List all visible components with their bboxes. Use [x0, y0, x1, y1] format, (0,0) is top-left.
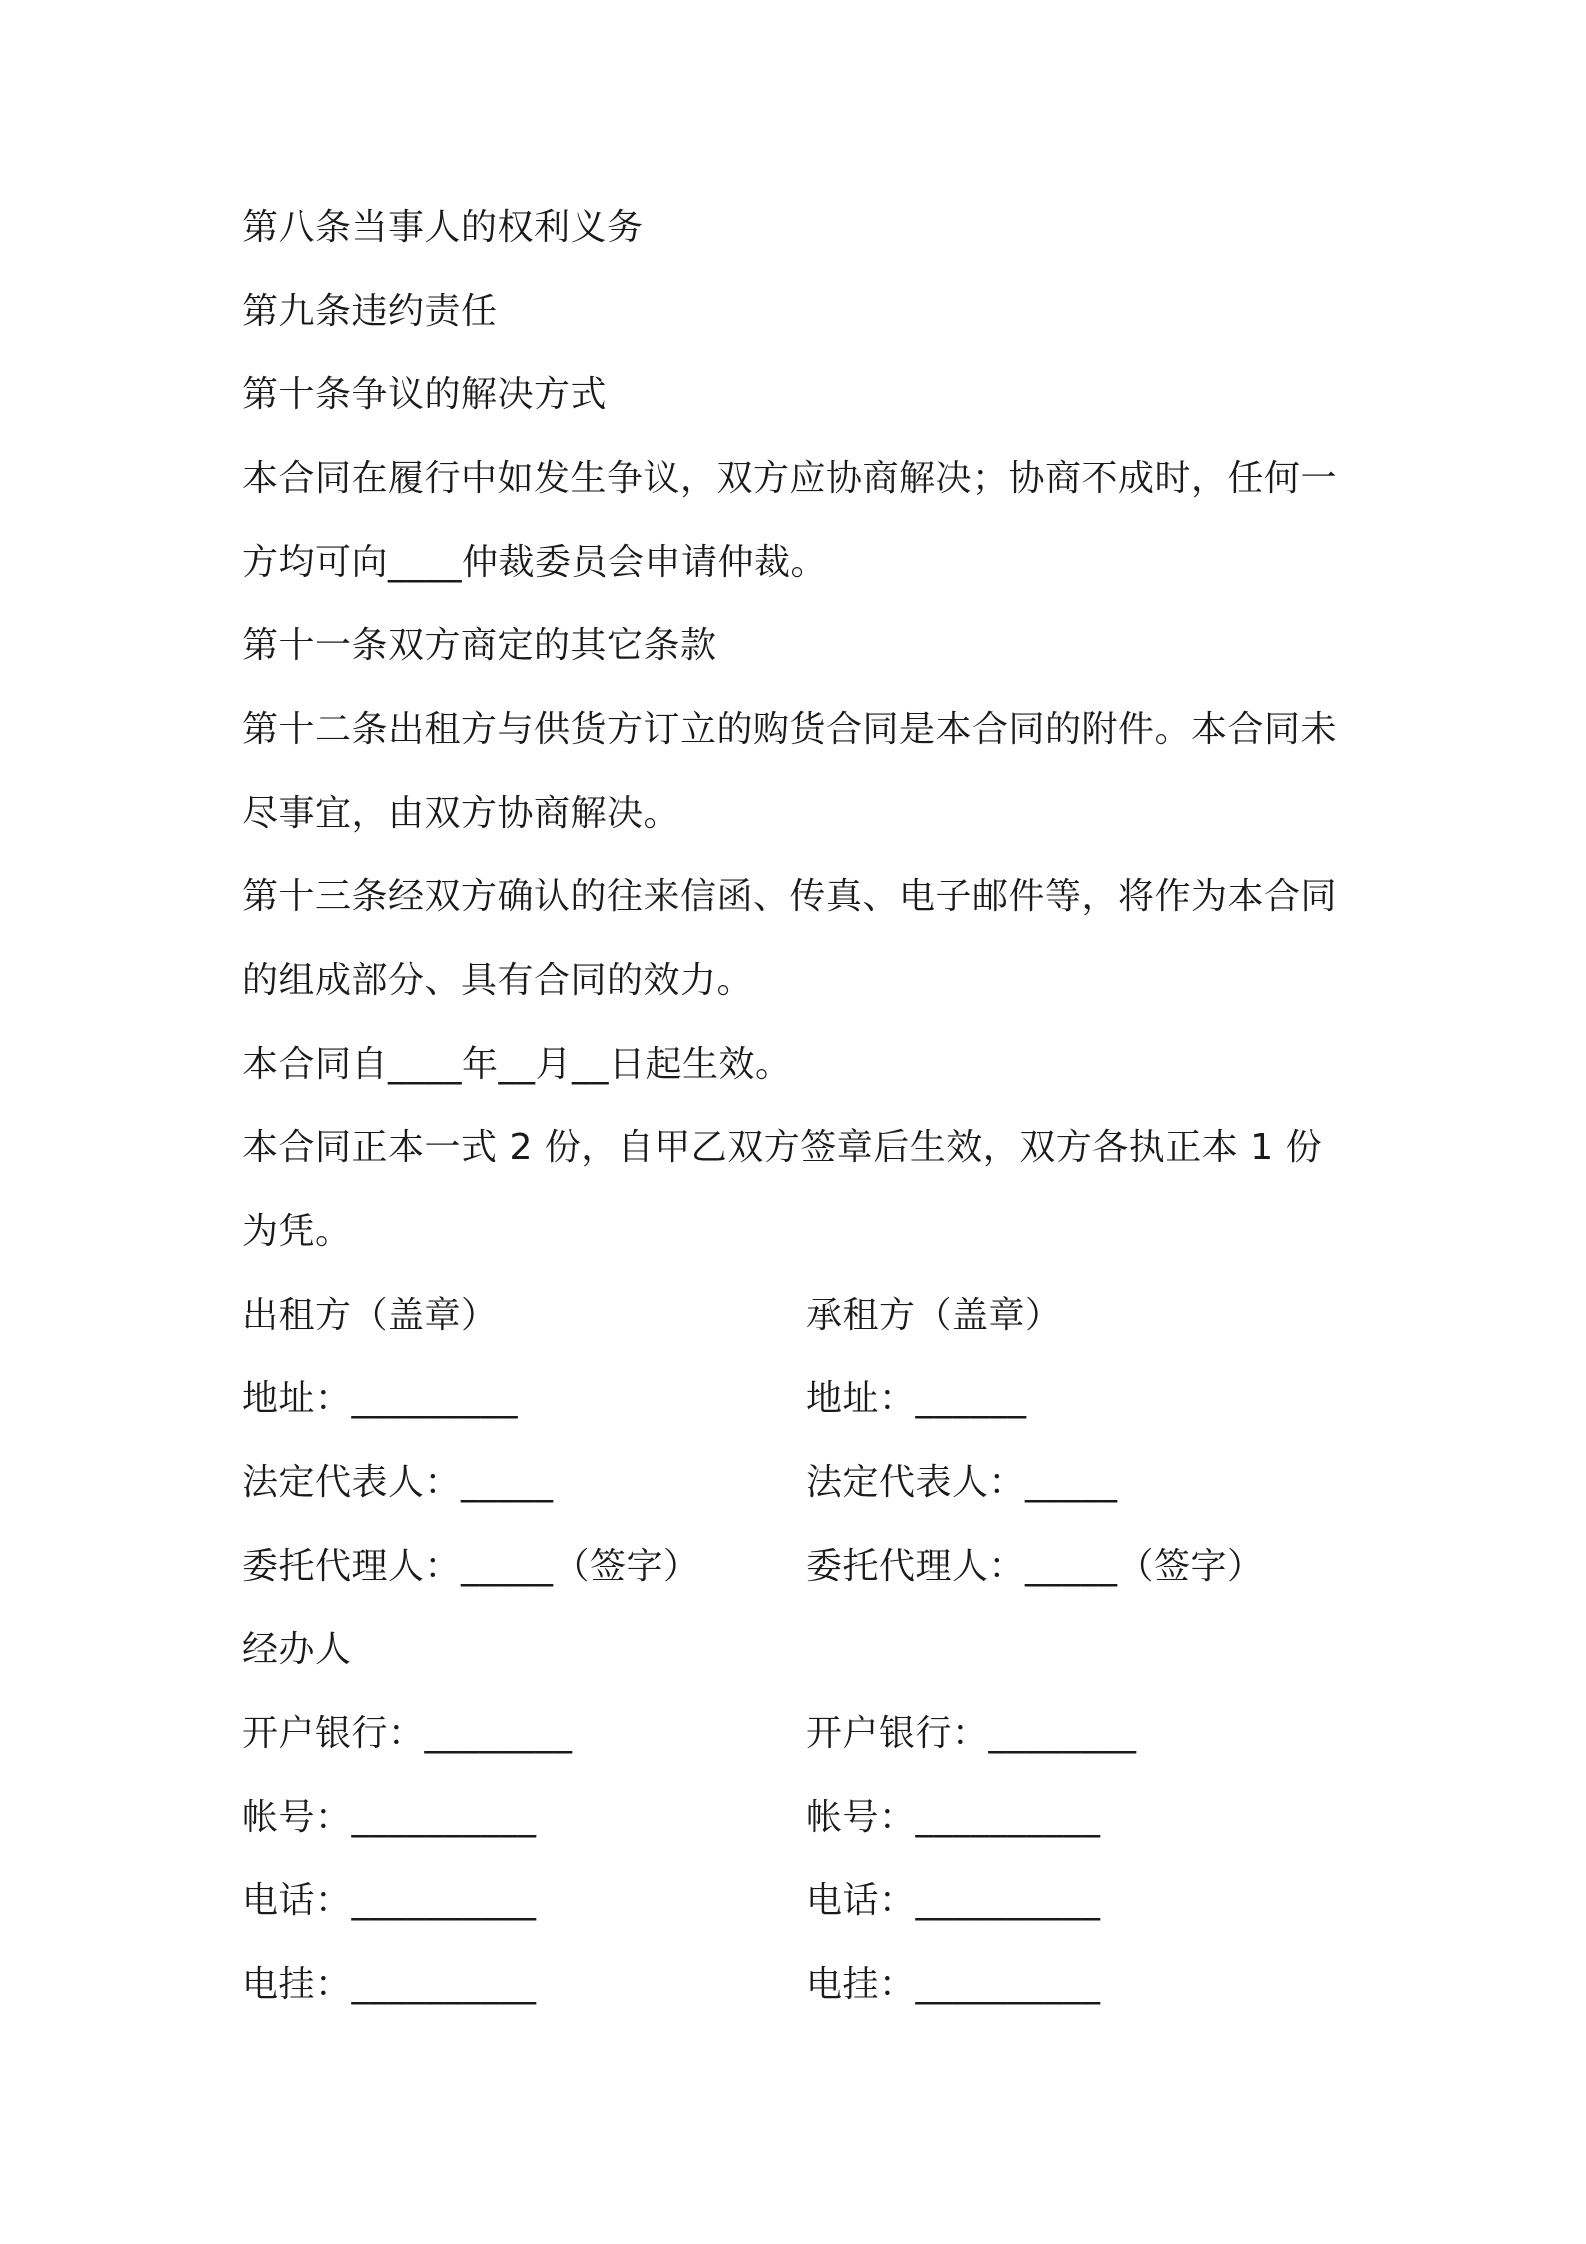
lessor-address: 地址：_________ — [242, 1378, 519, 1419]
clause-8: 第八条当事人的权利义务 — [242, 207, 644, 248]
lessor-cable: 电挂：__________ — [242, 1964, 537, 2005]
clause-9: 第九条违约责任 — [242, 291, 498, 332]
lessee-bank: 开户银行：________ — [806, 1713, 1137, 1754]
lessor-handler: 经办人 — [242, 1629, 352, 1670]
lessor-phone: 电话：__________ — [242, 1880, 537, 1921]
copies-line2: 为凭。 — [242, 1211, 352, 1252]
lessee-address: 地址：______ — [806, 1378, 1027, 1419]
clause-13-line2: 的组成部分、具有合同的效力。 — [242, 960, 754, 1001]
lessee-phone: 电话：__________ — [806, 1880, 1101, 1921]
clause-10-text-line1: 本合同在履行中如发生争议，双方应协商解决；协商不成时，任何一 — [242, 458, 1338, 499]
lessee-cable: 电挂：__________ — [806, 1964, 1101, 2005]
clause-10: 第十条争议的解决方式 — [242, 374, 608, 415]
clause-12-line1: 第十二条出租方与供货方订立的购货合同是本合同的附件。本合同未 — [242, 709, 1338, 750]
clause-10-text-line2: 方均可向____仲裁委员会申请仲裁。 — [242, 542, 828, 583]
lessee-account: 帐号：__________ — [806, 1797, 1101, 1838]
lessee-agent: 委托代理人：_____（签字） — [806, 1546, 1264, 1587]
clause-12-line2: 尽事宜，由双方协商解决。 — [242, 793, 681, 834]
copies-line1: 本合同正本一式 2 份，自甲乙双方签章后生效，双方各执正本 1 份 — [242, 1127, 1323, 1168]
lessor-account: 帐号：__________ — [242, 1797, 537, 1838]
effective-date: 本合同自____年__月__日起生效。 — [242, 1044, 792, 1085]
clause-13-line1: 第十三条经双方确认的往来信函、传真、电子邮件等，将作为本合同 — [242, 876, 1338, 917]
lessor-agent: 委托代理人：_____（签字） — [242, 1546, 700, 1587]
clause-11: 第十一条双方商定的其它条款 — [242, 625, 717, 666]
lessee-title: 承租方（盖章） — [806, 1295, 1062, 1336]
lessor-bank: 开户银行：________ — [242, 1713, 573, 1754]
lessor-title: 出租方（盖章） — [242, 1295, 498, 1336]
lessor-legal-rep: 法定代表人：_____ — [242, 1462, 554, 1503]
lessee-legal-rep: 法定代表人：_____ — [806, 1462, 1118, 1503]
